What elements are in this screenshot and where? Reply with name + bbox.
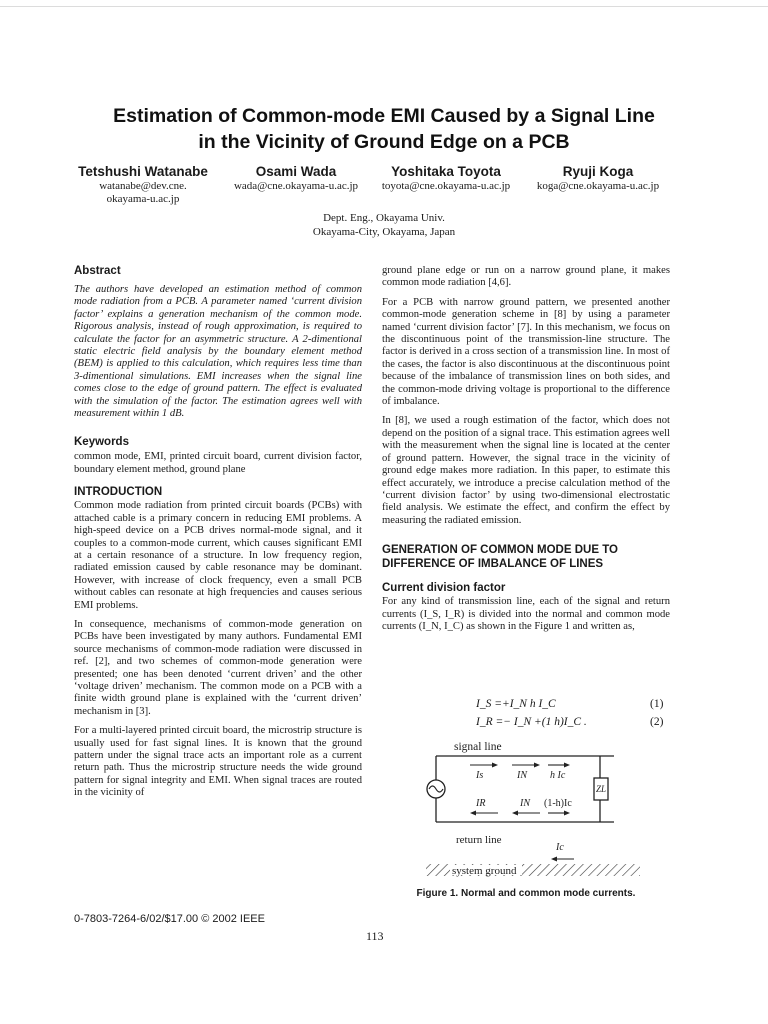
affiliation: [200, 212, 568, 239]
intro-paragraph-1: Common mode radiation from printed circuit boards (PCBs) with attached cable is a primary concern in reducing EMI problems. A high-speed device on a PCB drives normal-mode signal, and it couples to a common-mode current, which causes significant EMI at a certain resonance of a structure. In low frequency region, radiated emission caused by cable resonance may be dominant. However, with increase of clock frequency, even a small PCB without cables can resonate at high frequencies and causes serious EMI problems.: [74, 500, 362, 611]
current-1hic-label: (1-h)Ic: [544, 798, 572, 809]
scan-top-edge: [0, 6, 768, 7]
equation-1-number: (1): [650, 698, 664, 710]
current-ir-label: IR: [476, 798, 486, 809]
left-column: [74, 264, 362, 800]
affiliation-line-2: Okayama-City, Okayama, Japan: [312, 225, 456, 238]
intro-paragraph-3: For a multi-layered printed circuit board, the microstrip structure is usually used for fast signal lines. It is known that the ground pattern under the signal trace acts an important role as a current return path. Thus the microstrip structure needs the wide ground pattern for signal integrity and EMI. When signal traces are routed in the vicinity of: [74, 725, 362, 799]
keywords-text: common mode, EMI, printed circuit board, current division factor, boundary element method, ground plane: [74, 451, 362, 475]
affiliation-line-1: Dept. Eng., Okayama Univ.: [323, 212, 445, 224]
author-4: [524, 163, 672, 193]
current-is-label: Is: [476, 770, 484, 781]
intro-paragraph-2: In consequence, mechanisms of common-mode generation on PCBs have been investigated by many authors. Fundamental EMI source mechanisms of common-mode radiation were discussed in ref. [2], and two schemes of common-mode generation were presented; one has been denoted ‘current driven’ and the other ‘voltage driven’ mechanism. The common mode on a PCB with a finite width ground plane is explained with the ‘current driven’ mechanism in [3].: [74, 618, 362, 717]
author-1: [68, 163, 218, 206]
right-paragraph-1: ground plane edge or run on a narrow ground plane, it makes common mode radiation [4,6].: [382, 265, 670, 289]
signal-line-label: signal line: [454, 741, 502, 753]
subsection-heading: Current division factor: [382, 582, 506, 595]
section-heading-line-1: GENERATION OF COMMON MODE DUE TO: [382, 544, 618, 557]
author-name: Ryuji Koga: [562, 164, 634, 179]
abstract-text: The authors have developed an estimation method of common mode radiation from a PCB. A parameter named ‘current division factor’ explains a generation mechanism of the common mode. Rigorous analysis, instead of rough approximation, is required to calculate the factor for an asymmetric structure. A 2-dimentional static electric field analysis by the boundary element method (BEM) is applied to this calculation, which requires less time than 3-dimentional simulations. EMI increases when the signal line comes close to the edge of ground pattern. The effect is evaluated with the simulation of the factor. The estimation agrees well with measurement within 1 dB.: [74, 284, 362, 420]
author-name: Yoshitaka Toyota: [391, 164, 501, 179]
author-email: watanabe@dev.cne.: [99, 180, 187, 192]
title-line-1: Estimation of Common-mode EMI Caused by a Signal Line: [113, 105, 655, 127]
title-line-2: in the Vicinity of Ground Edge on a PCB: [198, 131, 570, 153]
page-number: 113: [366, 929, 384, 943]
equation-1: I_S =+I_N h I_C: [476, 698, 556, 710]
author-3: [372, 163, 520, 193]
author-name: Tetshushi Watanabe: [78, 164, 208, 179]
introduction-heading: INTRODUCTION: [74, 486, 163, 499]
abstract-heading: Abstract: [74, 265, 121, 277]
right-paragraph-2: For a PCB with narrow ground pattern, we presented another common-mode generation scheme in [8] by using a parameter named ‘current division factor’ [7]. In this mechanism, we focus on the discontinuous point of the transmission-line structure. The factor is derived in a cross section of a transmission line. In most of the cases, the factor is also discontinuous at the discontinuous point because of the imbalance of transmission lines on both sides, and the common-mode driving voltage is proportional to the difference of imbalance.: [382, 296, 670, 408]
author-email: wada@cne.okayama-u.ac.jp: [233, 180, 359, 192]
current-in-top-label: IN: [517, 770, 527, 781]
keywords-heading: Keywords: [74, 436, 129, 449]
right-paragraph-4: For any kind of transmission line, each of the signal and return currents (I_S, I_R) is divided into the normal and common mode currents (I_N, I_C) as shown in the Figure 1 and written as,: [382, 596, 670, 632]
author-name: Osami Wada: [255, 164, 337, 179]
section-heading: [382, 543, 670, 571]
author-email: koga@cne.okayama-u.ac.jp: [536, 180, 660, 192]
current-ic-label: Ic: [556, 842, 564, 853]
right-column: [382, 265, 670, 633]
current-hic-label: h Ic: [550, 770, 566, 781]
author-email: toyota@cne.okayama-u.ac.jp: [381, 180, 511, 192]
section-heading-line-2: DIFFERENCE OF IMBALANCE OF LINES: [382, 558, 604, 571]
current-in-bottom-label: IN: [520, 798, 530, 809]
figure-1-caption: Figure 1. Normal and common mode currents.: [416, 888, 636, 899]
equation-2-number: (2): [650, 716, 664, 728]
figure-1-diagram: [414, 736, 664, 886]
right-paragraph-3: In [8], we used a rough estimation of the factor, which does not depend on the position of a signal trace. This estimation agrees well with the measurement when the signal line is located at the center of ground pattern. However, the signal trace in the vicinity of ground edge makes more radiation. In this paper, to estimate this effect accurately, we introduce a precise calculation method of the ‘current division factor’ by using two-dimensional electrostatic field analysis. We estimate the effect, and confirm the effect by measuring the radiated emission.: [382, 415, 670, 526]
load-zl-label: ZL: [596, 784, 607, 794]
copyright-footer: 0-7803-7264-6/02/$17.00 © 2002 IEEE: [74, 913, 265, 925]
paper-title: [40, 103, 728, 155]
system-ground-label: system ground: [452, 865, 517, 877]
author-email-cont: okayama-u.ac.jp: [106, 193, 180, 205]
author-2: [224, 163, 368, 193]
equation-2: I_R =− I_N +(1 h)I_C .: [476, 716, 587, 728]
return-line-label: return line: [456, 834, 502, 846]
